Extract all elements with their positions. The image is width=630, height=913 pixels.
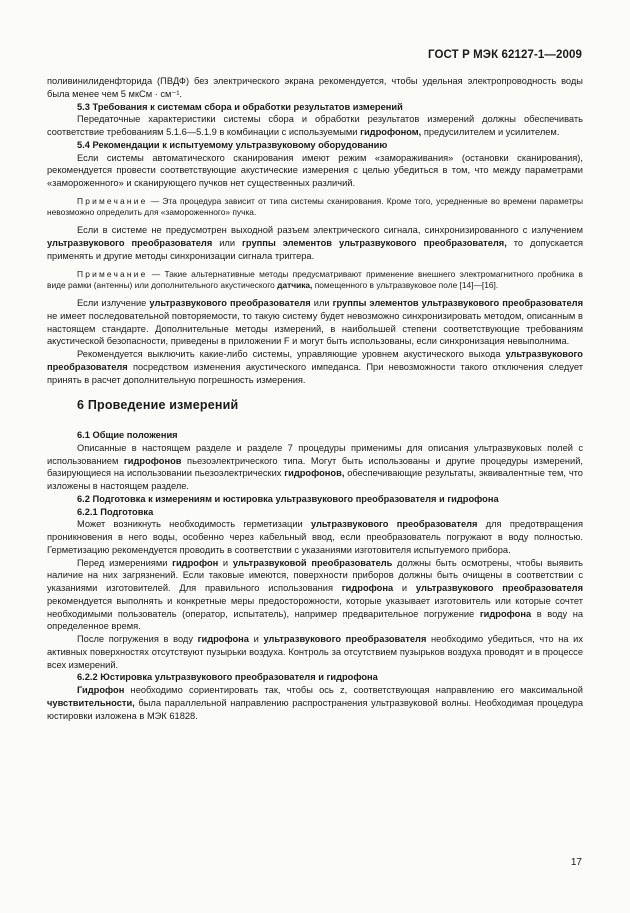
note (47, 196, 583, 219)
document-body (47, 75, 583, 722)
section-heading-5-3: 5.3 Требования к системам сбора и обработки результатов измерений (77, 101, 403, 112)
section-heading-6-2: 6.2 Подготовка к измерениям и юстировка ультразвукового преобразователя и гидрофона (77, 493, 499, 504)
paragraph (47, 224, 583, 262)
text: в воду на определенное время. (47, 608, 583, 632)
paragraph (47, 348, 583, 386)
text: помещенного в ультразвуковое поле [14]—[16]. (312, 279, 499, 290)
section-heading-6-2-1: 6.2.1 Подготовка (77, 506, 154, 517)
section-heading-6: 6 Проведение измерений (77, 398, 239, 413)
text: Перед измерениями (77, 557, 173, 568)
text: не имеет последовательной повторяемости, то такую систему будет невозможно синхронизировать методом, описанным в настоящем стандарте. Дополнительные методы измерений, в наибольшей степени соответствующие требованиям акустической безопасности, приведены в приложении F и могут быть использованы, если синхронизация невыполнима. (47, 310, 583, 347)
text: Может возникнуть необходимость герметизации (77, 519, 311, 530)
term: ультразвукового преобразователя (47, 238, 213, 249)
term: ультразвуковой преобразователь (232, 557, 393, 568)
text: Если в системе не предусмотрен выходной разъем электрического сигнала, синхронизированного с излучением (77, 225, 583, 236)
paragraph (47, 442, 583, 493)
text: поливинилиденфторида (ПВДФ) без электрического экрана рекомендуется, чтобы удельная электропроводность воды была менее чем 5 мкСм · см⁻¹. (47, 76, 583, 99)
paragraph (47, 518, 583, 556)
text: — Такие альтернативные методы предусматривают применение внешнего электромагнитного пробника в виде рамки (антенны) или дополнительного акустического (47, 268, 583, 290)
section-heading-5-4: 5.4 Рекомендации к испытуемому ультразвуковому оборудованию (77, 139, 388, 150)
text: и (248, 634, 264, 645)
paragraph (47, 75, 583, 101)
text: то допускается применять и другие методы синхронизации сигнала триггера. (47, 238, 583, 261)
text: необходимо убедиться, что на их активных поверхностях отсутствуют пузырьки воздуха. Контроль за отсутствием пузырьков воздуха проводят и в процессе всех измерений. (47, 634, 584, 670)
text: пьезоэлектрического типа. Могут быть использованы и другие процедуры измерений, базирующиеся на использовании пьезоэлектрических (47, 455, 583, 479)
note-label: Примечание (77, 268, 148, 279)
note-label: Примечание (77, 195, 148, 206)
term: гидрофона (479, 608, 532, 619)
term: группы элементов ультразвукового преобразователя (332, 298, 584, 309)
paragraph (47, 557, 583, 634)
text: Если системы автоматического сканирования имеют режим «замораживания» (остановки сканирования), рекомендуется провести соответствующие акустические измерения с целью убедиться в том, что между параметрами «замороженного» и сканирующего пучков нет существенных различий. (47, 152, 583, 188)
text: и (218, 557, 233, 568)
term: ультразвукового преобразователя (310, 519, 478, 530)
term: ультразвукового преобразователя (149, 298, 311, 309)
paragraph (47, 684, 583, 722)
paragraph (47, 297, 583, 348)
term: Гидрофон (77, 685, 125, 696)
term: гидрофон (172, 557, 219, 568)
text: Если излучение (77, 298, 150, 309)
text: Описанные в настоящем разделе и разделе 7 процедуры применимы для описания ультразвуковых полей с использованием (47, 442, 583, 466)
text: предусилителем и усилителем. (421, 127, 560, 137)
text: Передаточные характеристики системы сбора и обработки результатов измерений должны обеспечивать соответствие требованиям 5.1.6—5.1.9 в комбинации с используемыми (47, 114, 583, 137)
term: гидрофоном, (360, 127, 422, 137)
term: датчика, (277, 279, 313, 290)
text: Рекомендуется выключить какие-либо системы, управляющие уровнем акустического выхода (77, 349, 506, 360)
paragraph (47, 633, 583, 671)
term: чувствительности, (47, 697, 135, 708)
text: посредством изменения акустического импеданса. При невозможности такого отключения следует принять в расчет дополнительную погрешность измерения. (47, 361, 583, 385)
text: для предотвращения проникновения в него воды, особенно через кабельный ввод, если преобразователь погружают в воду полностью. Герметизацию рекомендуется проводить в соответствии с указаниями изготовителя испытуемого прибора. (47, 519, 583, 555)
term: гидрофона (341, 583, 394, 594)
term: ультразвукового преобразователя (47, 349, 583, 372)
text: была параллельной направлению распространения ультразвуковой волны. Необходимая процедура юстировки изложена в МЭК 61828. (47, 697, 583, 721)
text: или (310, 298, 333, 309)
term: гидрофонов (123, 455, 182, 466)
term: ультразвукового преобразователя (415, 583, 584, 594)
standard-header: ГОСТ Р МЭК 62127-1—2009 (428, 49, 582, 61)
term: гидрофона (197, 634, 249, 645)
text: должны быть осмотрены, чтобы выявить наличие на них загрязнений. Если таковые имеются, поверхности приборов должны быть очищены в соответствии с указаниями изготовителей. Для правильного использования (47, 557, 583, 594)
term: ультразвукового преобразователя (263, 634, 427, 645)
note (47, 269, 583, 292)
paragraph (47, 113, 583, 139)
page-number: 17 (570, 857, 582, 868)
text: и (393, 583, 416, 594)
text: рекомендуется выполнять и конкретные меры предосторожности, которые указывает изготовитель или которые сочтет необходимыми пользователь (оператор, испытатель), например предварительное погружение (47, 595, 583, 619)
term: группы элементов ультразвукового преобразователя, (242, 238, 507, 249)
term: гидрофонов, (284, 468, 345, 479)
text: После погружения в воду (77, 634, 198, 645)
paragraph (47, 152, 583, 190)
section-heading-6-2-2: 6.2.2 Юстировка ультразвукового преобразователя и гидрофона (77, 672, 378, 683)
text: или (212, 238, 243, 249)
text: — Эта процедура зависит от типа системы сканирования. Кроме того, усредненные во времени параметры невозможно определить для «замороженного» пучка. (47, 195, 583, 218)
text: обеспечивающие результаты, эквивалентные тем, что изложены в настоящем разделе. (47, 468, 583, 492)
section-heading-6-1: 6.1 Общие положения (77, 430, 178, 441)
text: необходимо сориентировать так, чтобы ось z, соответствующая направлению его максимальной (124, 685, 583, 696)
